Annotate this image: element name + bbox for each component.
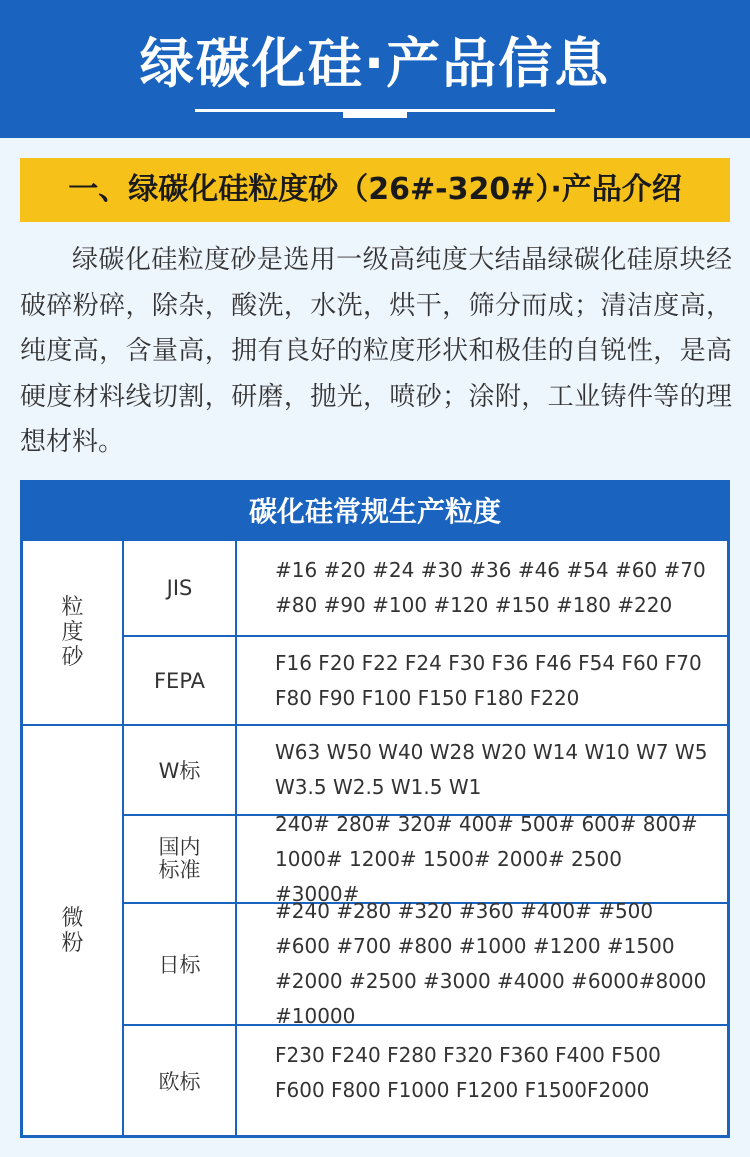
standard-label: FEPA (153, 668, 206, 693)
standard-label: 日标 (158, 953, 201, 977)
grit-values-cell (237, 1026, 727, 1135)
product-intro-paragraph: 绿碳化硅粒度砂是选用一级高纯度大结晶绿碳化硅原块经破碎粉碎，除杂，酸洗，水洗，烘干，筛分而成；清洁度高，纯度高，含量高，拥有良好的粒度形状和极佳的自锐性，是高硬度材料线切割，研磨，抛光，喷砂；涂附，工业铸件等的理想材料。 (20, 245, 732, 457)
group-label-cell (23, 726, 124, 1135)
standard-cell (124, 1026, 237, 1135)
group-label-cell (23, 541, 124, 726)
group-label: 微粉 (61, 905, 84, 956)
standard-label: JIS (166, 576, 193, 600)
grit-values: #16 #20 #24 #30 #36 #46 #54 #60 #70 #80 #90 #100 #120 #150 #180 #220 (275, 558, 706, 617)
standard-cell (124, 816, 237, 904)
standard-cell (124, 726, 237, 816)
grit-values: W63 W50 W40 W28 W20 W14 W10 W7 W5 W3.5 W2.5 W1.5 W1 (275, 740, 708, 799)
grit-size-table (20, 480, 730, 1138)
grit-values: F16 F20 F22 F24 F30 F36 F46 F54 F60 F70 F80 F90 F100 F150 F180 F220 (275, 650, 702, 710)
standard-cell (124, 904, 237, 1026)
grit-values: F230 F240 F280 F320 F360 F400 F500 F600 F800 F1000 F1200 F1500F2000 (275, 1043, 661, 1102)
standard-cell (124, 541, 237, 637)
standard-cell (124, 637, 237, 726)
group-label: 粒度砂 (61, 595, 84, 670)
standard-label: W标 (158, 759, 201, 783)
grit-values: #240 #280 #320 #360 #400# #500 #600 #700 #800 #1000 #1200 #1500 #2000 #2500 #3000 #4000 #6000#8000 #10000 (275, 899, 707, 1028)
grit-values-cell (237, 811, 727, 906)
grit-values-cell (237, 899, 727, 1028)
grit-values: 240# 280# 320# 400# 500# 600# 800# 1000# 1200# 1500# 2000# 2500 #3000# (275, 811, 698, 906)
grit-values-cell (237, 541, 727, 637)
page-title: 绿碳化硅·产品信息 (139, 32, 611, 95)
title-underline-tab (343, 112, 407, 118)
standard-label: 国内标准 (158, 835, 201, 882)
section-heading: 一、绿碳化硅粒度砂（26#-320#）·产品介绍 (68, 172, 682, 207)
grit-values-cell (237, 637, 727, 726)
standard-label: 欧标 (158, 1069, 201, 1094)
table-title: 碳化硅常规生产粒度 (23, 483, 727, 541)
grit-values-cell (237, 726, 727, 816)
